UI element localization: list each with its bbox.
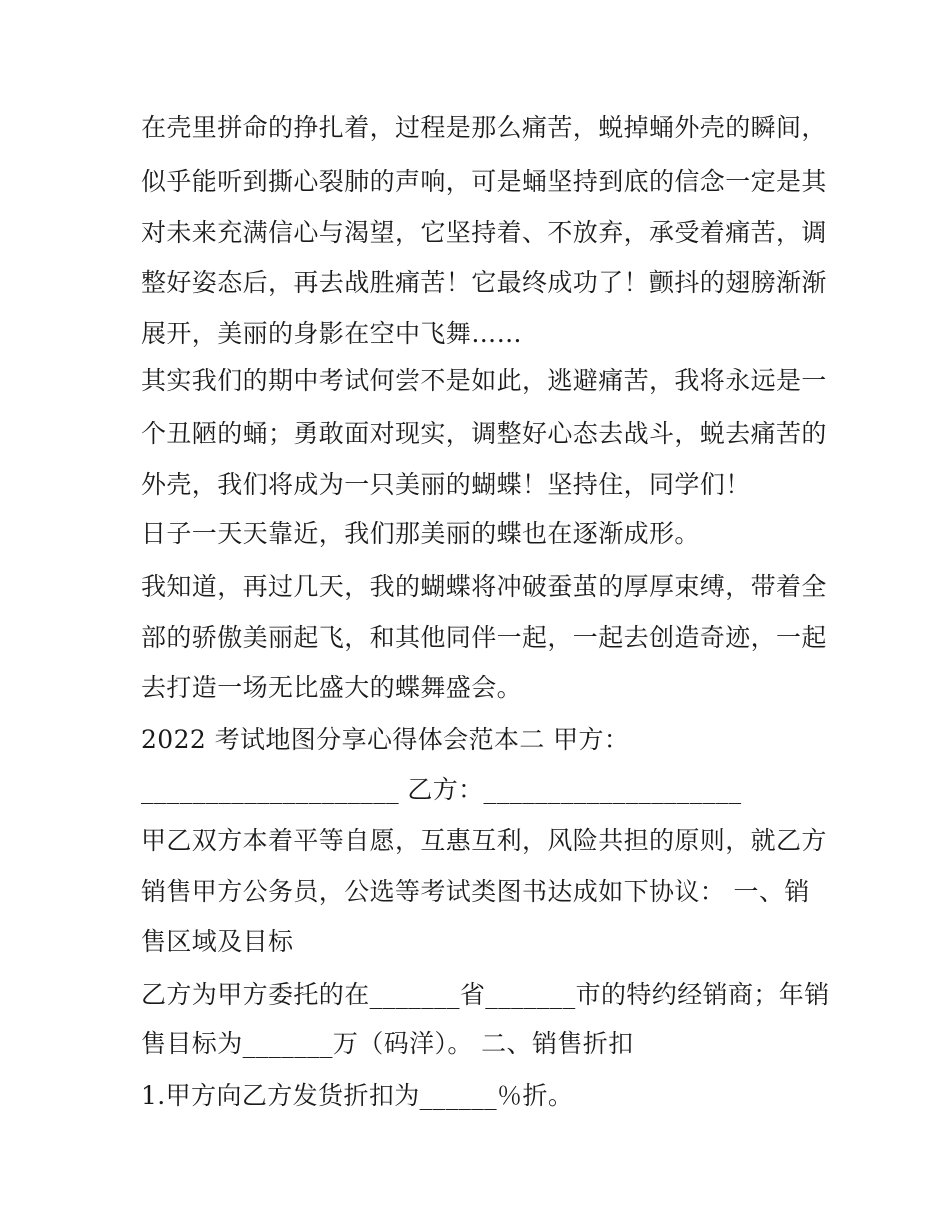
paragraph-line: 外壳，我们将成为一只美丽的蝴蝶！坚持住，同学们！ xyxy=(141,470,751,499)
paragraph-line: 在壳里拼命的挣扎着，过程是那么痛苦，蜕掉蛹外壳的瞬间， xyxy=(141,113,827,142)
paragraph-line: 整好姿态后，再去战胜痛苦！它最终成功了！颤抖的翅膀渐渐 xyxy=(141,268,827,297)
paragraph-line: 乙方为甲方委托的在_______省_______市的特约经销商；年销 xyxy=(141,980,830,1009)
party-blank-line: ____________________ 乙方：____________________ xyxy=(141,775,742,804)
paragraph-line: 售目标为_______万（码洋）。 二、销售折扣 xyxy=(141,1029,634,1058)
paragraph-line: 甲乙双方本着平等自愿，互惠互利，风险共担的原则，就乙方 xyxy=(141,826,827,855)
paragraph-line: 部的骄傲美丽起飞，和其他同伴一起，一起去创造奇迹，一起 xyxy=(141,623,827,652)
paragraph-line: 日子一天天靠近，我们那美丽的蝶也在逐渐成形。 xyxy=(141,519,700,548)
paragraph-line: 似乎能听到撕心裂肺的声响，可是蛹坚持到底的信念一定是其 xyxy=(141,167,827,196)
paragraph-line: 其实我们的期中考试何尝不是如此，逃避痛苦，我将永远是一 xyxy=(141,366,827,395)
paragraph-line: 销售甲方公务员，公选等考试类图书达成如下协议： 一、销 xyxy=(141,877,810,906)
paragraph-line: 对未来充满信心与渴望，它坚持着、不放弃，承受着痛苦，调 xyxy=(141,218,827,247)
paragraph-line: 展开，美丽的身影在空中飞舞…… xyxy=(141,319,523,348)
paragraph-line: 个丑陋的蛹；勇敢面对现实，调整好心态去战斗，蜕去痛苦的 xyxy=(141,419,827,448)
paragraph-line: 1.甲方向乙方发货折扣为______％折。 xyxy=(141,1081,574,1110)
paragraph-line: 我知道，再过几天，我的蝴蝶将冲破蚕茧的厚厚束缚，带着全 xyxy=(141,572,827,601)
paragraph-line: 去打造一场无比盛大的蝶舞盛会。 xyxy=(141,673,523,702)
section-heading: 2022 考试地图分享心得体会范本二 甲方： xyxy=(141,725,630,754)
paragraph-line: 售区域及目标 xyxy=(141,927,294,956)
